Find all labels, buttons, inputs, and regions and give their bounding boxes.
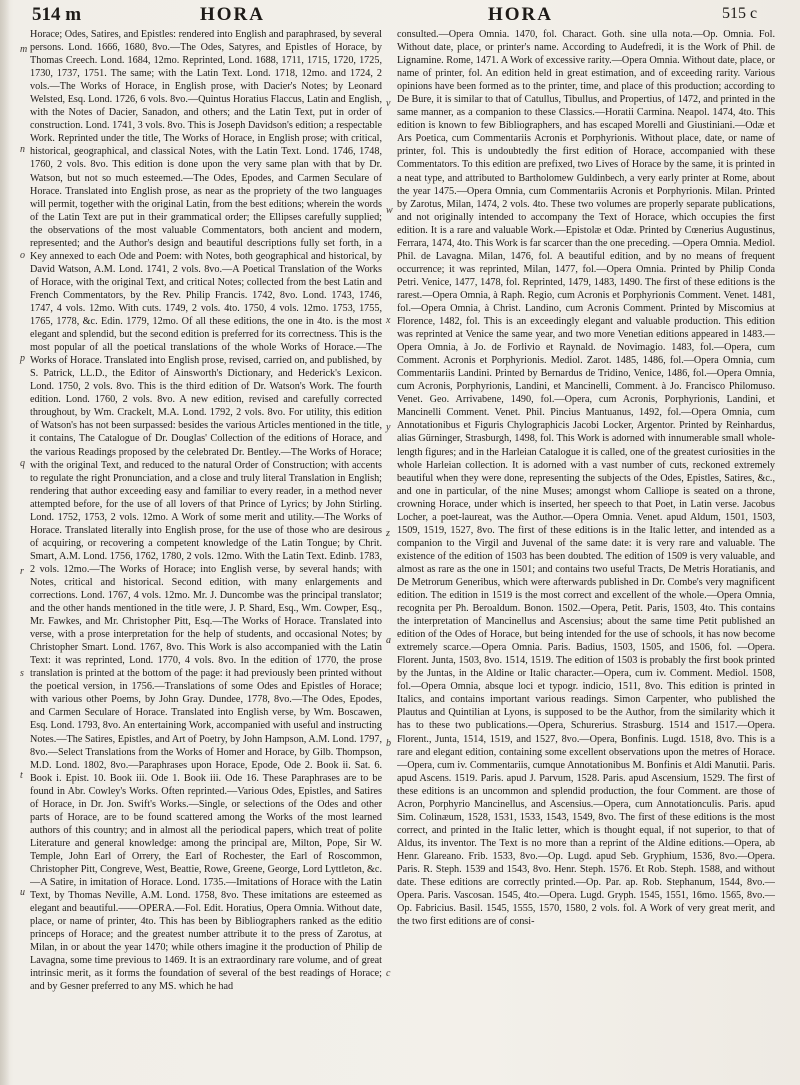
running-head-right: HORA <box>488 4 553 25</box>
right-column-text: consulted.—Opera Omnia. 1470, fol. Charact. Goth. sine ulla nota.—Op. Omnia. Fol. Without date, place, or printer's name. According to Audefredi, it is the Work of Phil. de Lignamine. Rome, 1471. A Work of excessive rarity.—Opera Omnia. Without date, place, or name of printer, fol. An edition held in great estimation, and of exceeding rarity. Various opinions have been formed as to the printer, time, and place of this production; according to De Bure, it is similar to that of Catullus, Tibullus, and Propertius, of 1472, and printed in the same manner, as a companion to these Classics.—Horatii Carmina. Neapol. 1474, 4to. This edition is known to few Bibliographers, and has escaped Morelli and Giustiniani.—Odæ et Ars Poetica, cum Commentariis Acronis et Porphyrionis. Without place, date, or name of printer, fol. This is undoubtedly the first edition of Horace, accompanied with these Commentators. To this edition are prefixed, two Lives of Horace by the same, it is printed in a neat type, and attributed to Bartholomew Guldinbech, a very early printer at Rome, about the year 1475.—Opera Omnia, cum Commentariis Acronis et Porphyrionis. Milan. Printed by Zarotus, Milan, 1474, 2 vols. 4to. These two volumes are properly separate publications, and not originally intended to accompany the Text of Horace, which occupies the first edition. It is a rare and valuable Work.—Epistolæ et Odæ. Printed by Cœnerius Augustinus, Ferrara, 1474, 4to. This Work is far scarcer than the one preceding. —Opera Omnia. Mediol. Phil. de Lavagna. Milan, 1476, fol. A beautiful edition, and by no means of frequent occurrence; it was reprinted, Milan, 1477, fol.—Opera Omnia. Printed by Philip Conda Petri. Venice, 1477, 1478, fol. Reprinted, 1479, 1483, 1490. The first of these editions is the rarest.—Opera Omnia, à Raph. Regio, cum Acronis et Porphyrionis Comment. Venet. 1481, fol.—Opera Omnia, à Christ. Landino, cum Acronis Comment. Printed by Miscomius at Florence, 1482, fol. This is an exceedingly elegant and valuable production. This edition was reprinted at Venice the same year, and two more Venetian editions appeared in 1483.—Opera Omnia, à Jo. de Forlivio et Raynald. de Novimagio. 1483, fol.—Opera, cum Comment. Acronis et Porphyrionis. Mediol. Zarot. 1485, 1486, fol.—Opera Omnia, cum Commentariis Landini. Printed by Bernardus de Tridino, Venice, 1486, fol.—Opera Omnia, cum Acronis, Porphyrionis, Landini, et Mancinelli, Comment. à Jo. Francisco Philomuso. Venet. Geo. Arrivabene, 1490, fol.—Opera, cum Acronis, Porphyrionis, Landini, et Mancinelli Comment. Venet. Phil. Pincius Mantuanus, 1492, fol.—Opera Omnia, cum Annotationibus et Figuris Chylographicis Jacobi Locker, Argentor. Printed by Reinhardus, alias Gürninger, Strasburgh, 1498, fol. This Work is adorned with innumerable small whole-length figures; and in the Harleian Catalogue it is called, one of the greatest curiosities in the whole Harleian collection. It is adorned with a vast number of cuts, reckoned extremely beautiful when they were done, representing the subjects of the Odes, Epistles, Satires, &c., and one in particular, of the nine Muses; amongst whom Calliope is seated on a throne, crowning Horace, under which is inserted, her speech to that Poet, in Latin verse. Jacobus Locher, a poet-laureat, was the Author.—Opera Omnia. Venet. apud Aldum, 1501, 1503, 1509, 1519, 1527, 8vo. The first of these editions is in the Italic letter, and intended as a companion to the Virgil and Juvenal of the same date: it is very rare and valuable. The existence of the edition of 1503 has been doubted. The edition of 1509 is very valuable, and almost as rare as the one in 1501; and contains two useful Tracts, De Metris Horatianis, and De Metrorum Generibus, which were afterwards published in Dr. Combe's very magnificent edition. The edition in 1519 is the most correct and excellent of the whole.—Opera Omnia, recognita per Ph. Beroaldum. Bonon. 1502.—Opera, Petit. Paris, 1503, 4to. This contains the interpretation of Mancinellus and Ascensius; about the same time Petit published an edition of the Odes of Horace, but being intended for the use of schools, it has now become extremely scarce.—Opera Omnia. Paris. Badius, 1503, 1505, and 1506, fol. —Opera. Florent. Junta, 1503, 8vo. 1514, 1519. The edition of 1503 is probably the first book printed by the Juntas, in the Aldine or Italic character.—Opera, cum iv. Comment. Mediol. 1508, fol.—Opera Omnia, absque loci et typogr. indicio, 1511, 8vo. This edition is printed in Italics, and contains important various readings. Simon Carpenter, who published the Plautus and Quintilian at Lyons, is supposed to be the Author, from the similarity which it has to these two publications.—Opera, Schurerius. Strasburg. 1514 and 1517.—Opera. Florent., Junta, 1514, 1519, and 1527, 8vo.—Opera, Bonfinis. Lugd. 1518, 8vo. This is a rare and elegant edition, containing some excellent observations upon the metres of Horace.—Opera, cum iv. Commentariis, cumque Annotationibus M. Bonfinis et Aldi Manutii. Paris. apud Ascens. 1519. Paris. apud J. Parvum, 1528. Paris. apud Ascensium, 1529. The first of these editions is an uncommon and splendid production, the four Comment. are those of Acron, Porphyrio Mancinellus, and Ascensius.—Opera, cum Annotationculis. Paris. apud Sim. Colinæum, 1528, 1531, 1533, 1543, 1549, 8vo. The first of these editions is the most correct, and printed in the Italic letter, which is thought equal, if not superior, to that of Aldus, its inventor. The Text is no more than a reprint of the Aldine editions.—Opera, ab Henr. Glareano. Frib. 1533, 8vo.—Op. Lugd. apud Seb. Gryphium, 1536, 8vo.—Opera. Paris. R. Steph. 1539 and 1543, 8vo. Henr. Steph. 1576. Et Rob. Steph. 1588, and without date. These editions are correctly printed.—Op. Par. ap. Rob. Stephanum, 1544, 8vo.—Opera. Paris. Vascosan. 1545, 4to.—Opera. Lugd. Gryph. 1545, 1551, 16mo. 1565, 8vo.—Op. Fabricius. Basil. 1545, 1555, 1570, 1580, 2 vols. fol. A Work of very great merit, and the two first editions are of consi- <box>397 29 775 928</box>
left-margin-letter: u <box>20 887 25 898</box>
left-column-text: Horace; Odes, Satires, and Epistles: rendered into English and paraphrased, by several persons. Lond. 1666, 1680, 8vo.—The Odes, Satyres, and Epistles of Horace, by Thomas Creech. Lond. 1684, 12mo. Reprinted, Lond. 1688, 1711, 1715, 1720, 1725, 1730, 1737, 1751. The same; with the Latin Text. Lond. 1718, 12mo. and 1724, 2 vols.—The Works of Horace, in English prose, with Dacier's Notes; by Leonard Welsted, Esq. Lond. 1726, 6 vols. 8vo.—Quintus Horatius Flaccus, Latin and English, with the Notes of Dacier, Sanadon, and others; and the Latin Text, put in order of construction. Lond. 1741, 3 vols. 8vo. This is Joseph Davidson's edition; a respectable Work. Reprinted under the title, The Works of Horace, in English prose; with critical, historical, geographical, and classical Notes, with the Latin Text. Lond. 1746, 1748, 1760, 2 vols. 8vo. This edition is done upon the very same plan with that by Dr. Watson, but not so much esteemed.—The Odes, Epodes, and Carmen Seculare of Horace. Translated into English prose, as near as the propriety of the two languages will permit, together with the original Latin, from the best editions; wherein the words of the Latin Text are put in their grammatical order; the Ellipses carefully supplied; the observations of the most valuable Commentators, both ancient and modern, represented; and the Author's design and beautiful descriptions fully set forth, in a Key annexed to each Ode and Poem: with Notes, both geographical and historical, by David Watson, A.M. Lond. 1741, 2 vols. 8vo.—A Poetical Translation of the Works of Horace, with the original Text, and critical Notes; collected from the best Latin and French Commentators, by the Rev. Philip Francis. 1742, 8vo. Lond. 1743, 1746, 1747, 4 vols. 12mo. With cuts. 1749, 2 vols. 4to. 1750, 4 vols. 12mo. 1753, 1755, 1765, 1778, &c. Edin. 1779, 12mo. Of all these editions, the one in 4to. is the most elegant and splendid, but the second edition is preferred for its correctness. This is the most popular of all the poetical translations of the whole Works of Horace.—The Works of Horace. Translated into English prose, revised, carried on, and published, by S. Patrick, LL.D., the Editor of Ainsworth's Dictionary, and Hederick's Lexicon. Lond. 1750, 2 vols. 8vo. This is the third edition of Dr. Watson's Work. The fourth edition. Lond. 1760, 2 vols. 8vo. A new edition, revised and carefully corrected throughout, by Wm. Crackelt, M.A. Lond. 1792, 2 vols. 8vo. For utility, this edition of Watson's has not been surpassed: besides the various Articles mentioned in the title, it contains, The Catalogue of Dr. Douglas' Collection of the editions of Horace, and the various Readings proposed by the celebrated Dr. Bentley.—The Works of Horace; with the original Text, and reduced to the natural Order of Construction; with accents to regulate the right Pronunciation, and a close and truly literal Translation in English; rendering that author exceeding easy and familiar to every reader, in a method never attempted before, for the use of all lovers of that Prince of Lyrics; by John Stirling. Lond. 1752, 1753, 2 vols. 12mo. A Work of some merit and utility.—The Works of Horace. Translated literally into English prose, for the use of those who are desirous of acquiring, or recovering a competent knowledge of the Latin Tongue; by Chrit. Smart, A.M. Lond. 1756, 1762, 1780, 2 vols. 12mo. With the Latin Text. Edinb. 1783, 2 vols. 12mo.—The Works of Horace; into English verse, by several hands; with Notes, critical and historical. Second edition, with many enlargements and corrections. Lond. 1767, 4 vols. 12mo. Mr. J. Duncombe was the principal translator; and the other hands mentioned in the title were, J. P. Shard, Esq., Wm. Cowper, Esq., Mr. Fawkes, and Mr. Christopher Pitt, Esq.—The Works of Horace. Translated into verse, with a prose interpretation for the help of students, and occasional Notes; by Christopher Smart. Lond. 1767, 8vo. This Work is also accompanied with the Latin Text: it was reprinted, Lond. 1770, 4 vols. 8vo. In the edition of 1770, the prose translation is printed at the bottom of the page: it had previously been printed without the poetical version, in 1756.—Translations of some Odes and Epistles of Horace; with various other Poems, by John Gray. Dundee, 1778, 8vo.—The Odes, Epodes, and Carmen Seculare of Horace. Translated into English verse, by Wm. Boscawen, Esq. Lond. 1793, 8vo. An entertaining Work, accompanied with useful and instructing Notes.—The Satires, Epistles, and Art of Poetry, by John Hampson, A.M. Lond. 1797, 8vo.—Select Translations from the Works of Homer and Horace, by Gilb. Thompson, M.D. Lond. 1802, 8vo.—Paraphrases upon Horace, Epode, Ode 2. Book ii. Sat. 6. Book i. Epist. 10. Book iii. Ode 1. Book iii. Ode 16. These Paraphrases are to be found in Abr. Cowley's Works. Often reprinted.—Various Odes, Epistles, and Satires of Horace, in Dr. Jon. Swift's Works.—Single, or selections of the Odes and other parts of Horace, are to be found scattered among the Works of the most learned authors of this country; and in almost all the periodical papers, which treat of polite Literature and general knowledge: among the principal are, Milton, Pope, Sir W. Temple, John Earl of Orrery, the Earl of Rochester, the Earl of Roscommon, Christopher Pitt, Congreve, West, Beattie, Rowe, Greene, George, Lord Lyttleton, &c.—A Satire, in imitation of Horace. Lond. 1735.—Imitations of Horace with the Latin Text, by Thomas Neville, A.M. Lond. 1758, 8vo. These imitations are esteemed as elegant and beautiful.——OPERA.—Fol. Edit. Horatius, Opera Omnia. Without date, place, or name of printer, 4to. This has been by Bibliographers ranked as the editio princeps of Horace; and the greatest number attribute it to the press of Zarotus, at Milan, in or about the year 1470; while others imagine it the production of Philip de Lavagna, some time previous to 1469. It is an extraordinary rare volume, and of great intrinsic merit, as it forms the foundation of several of the best readings of Horace; and by Gesner preferred to any MS. which he had <box>30 29 382 993</box>
right-margin-letter: y <box>386 422 391 433</box>
right-margin-letter: v <box>386 98 391 109</box>
right-margin-letter: a <box>386 635 391 646</box>
right-margin-letter: w <box>386 205 393 216</box>
left-margin-letter: t <box>20 770 23 781</box>
right-column <box>397 28 775 1080</box>
page-spine-shadow <box>0 0 10 1085</box>
left-margin-letter: s <box>20 668 24 679</box>
page-number-left: 514 m <box>32 4 82 25</box>
left-column <box>30 28 382 1080</box>
left-margin-letter: n <box>20 144 25 155</box>
right-margin-letter: z <box>386 528 390 539</box>
right-margin-letter: b <box>386 738 391 749</box>
page-header <box>0 4 800 26</box>
left-margin-letter: o <box>20 250 25 261</box>
left-margin-letter: m <box>20 44 28 55</box>
running-head-left: HORA <box>200 4 265 25</box>
page-number-right: 515 c <box>722 5 758 22</box>
left-margin-letter: q <box>20 458 25 469</box>
right-margin-letter: x <box>386 315 391 326</box>
left-margin-letter: r <box>20 566 24 577</box>
left-margin-letter: p <box>20 353 25 364</box>
right-margin-letter: c <box>386 968 391 979</box>
